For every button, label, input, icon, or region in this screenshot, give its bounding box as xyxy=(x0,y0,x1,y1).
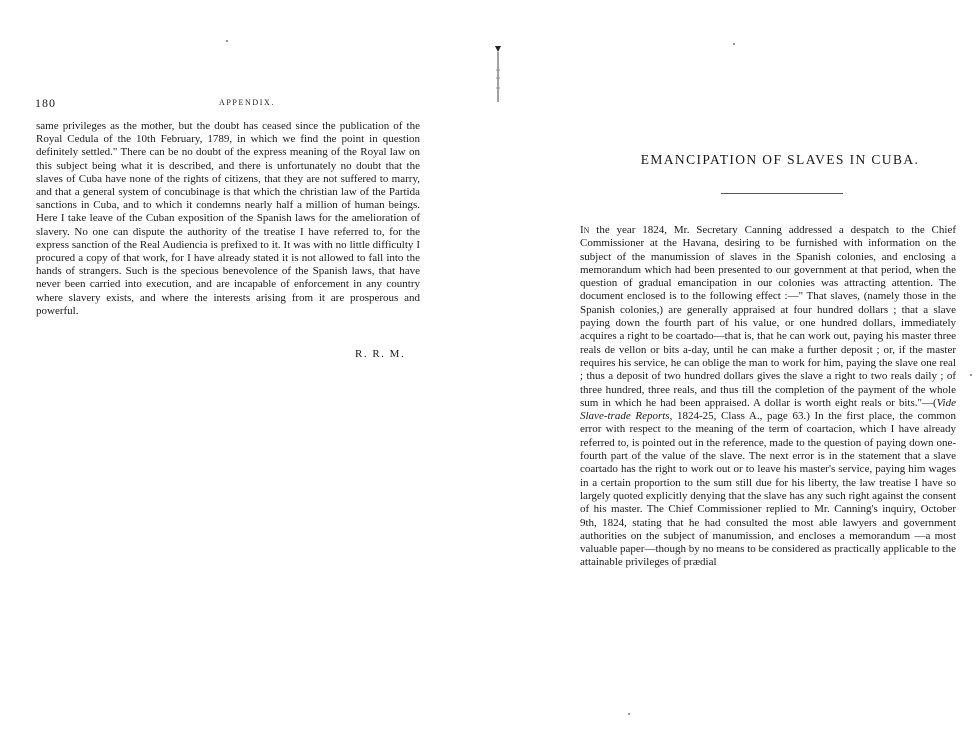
running-head-title: APPENDIX. xyxy=(219,98,275,107)
scan-speck xyxy=(628,713,630,715)
scan-speck xyxy=(733,43,735,45)
paragraph-main: the year 1824, Mr. Secretary Canning addressed a despatch to the Chief Commissioner at the Havana, desiring to be furnished with information on the subject of the manumission of slaves in the Spanish colonies, and enclosing a memorandum which had been presented to our government at that period, when the question of gradual emancipation in our colonies was attracting attention. The document enclosed is to the following effect :—" That slaves, (namely those in the Spanish colonies,) are generally appraised at four hundred dollars ; that a slave paying down the fourth part of his value, or one hundred dollars, immediately acquires a right to be coartado—that is, that he can work out, paying his master three reals de vellon or bits a-day, until he can make a further deposit ; or, if the master requires his service, he can oblige the man to work for him, paying the slave one real ; thus a deposit of two hundred dollars gives the slave a right to two reals daily ; of three hundred, three reals, and thus till the completion of the payment of the whole sum in which he had been appraised. A dollar is worth eight reals or bits."—( xyxy=(580,224,956,409)
paragraph-tail: , 1824-25, Class A., page 63.) In the first place, the common error with respect to the meaning of the term of coartacion, which I have already referred to, is pointed out in the reference, made to the question of paying down one-fourth part of the value of the slave. The next error is in the statement that a slave coartado has the right to work out or to leave his master's service, paying him wages in a certain proportion to the sum still due for his liberty, the law treatise I have so largely quoted explicitly denying that the slave has any such right against the consent of his master. The Chief Commissioner replied to Mr. Canning's inquiry, October 9th, 1824, stating that he had consulted the most able lawyers and government authorities on the subject of manumission, and encloses a memorandum —a most valuable paper—though by no means to be considered as practically applicable to the attainable privileges of prædial xyxy=(580,410,956,569)
right-page xyxy=(490,0,980,748)
right-paragraph xyxy=(580,224,956,570)
opening-word: In xyxy=(580,224,590,236)
left-body-text xyxy=(36,120,420,318)
page-number: 180 xyxy=(35,96,56,110)
scan-speck xyxy=(970,374,972,376)
author-signature: R. R. M. xyxy=(355,348,406,360)
citation-title: Vide Slave-trade Reports xyxy=(580,396,956,423)
left-paragraph: same privileges as the mother, but the doubt has ceased since the publication of the Royal Cedula of the 10th February, 1789, in which we find the point in question definitely settled." There can be no doubt of the express meaning of the Royal law on this subject being what it is described, and there is unfortunately no doubt that the slaves of Cuba have none of the rights of citizens, that they are not suffered to marry, and that a general system of concubinage is that which the christian law of the Partida sanctions in Cuba, and to which it condemns nearly half a million of human beings. Here I take leave of the Cuban exposition of the Spanish laws for the amelioration of slavery. No one can dispute the authority of the treatise I have referred to, for the express sanction of the Real Audiencia is prefixed to it. It was with no little difficulty I procured a copy of that work, for I have already stated it is not allowed to fall into the hands of strangers. Such is the specious benevolence of the Spanish laws, that have never been carried into execution, and are incapable of enforcement in any country where slavery exists, and where the interests arising from it are prosperous and powerful. xyxy=(36,120,420,317)
scan-speck xyxy=(226,40,228,42)
right-body-text xyxy=(580,224,956,570)
chapter-title: EMANCIPATION OF SLAVES IN CUBA. xyxy=(640,152,920,167)
title-divider xyxy=(721,193,843,194)
